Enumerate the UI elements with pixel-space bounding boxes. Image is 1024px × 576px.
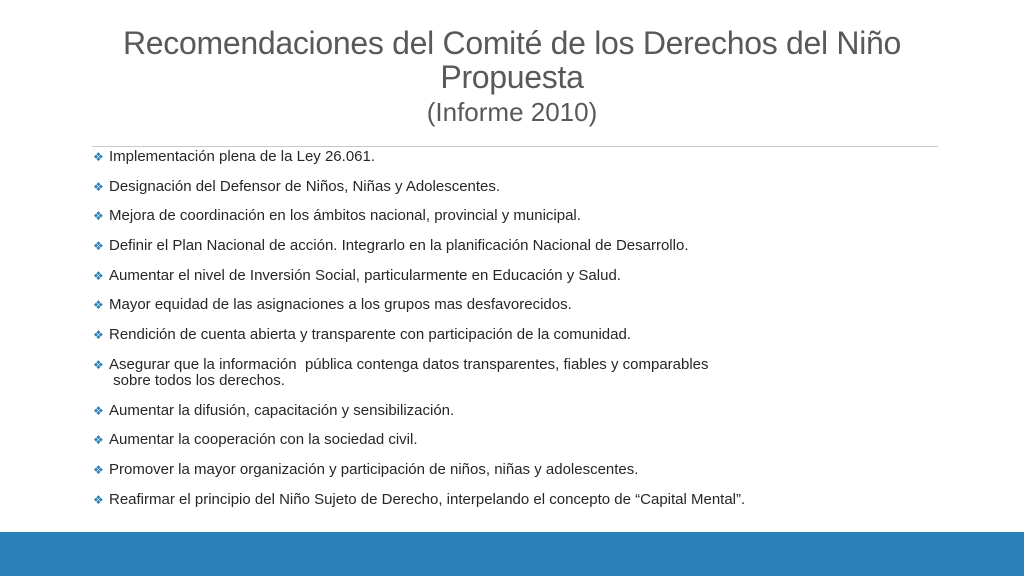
title-line-2: Propuesta (440, 59, 584, 95)
list-item-text: Definir el Plan Nacional de acción. Integrarlo en la planificación Nacional de Desarrollo. (109, 237, 689, 255)
list-item-text: Aumentar la difusión, capacitación y sensibilización. (109, 401, 455, 419)
list-item-text: Mejora de coordinación en los ámbitos nacional, provincial y municipal. (109, 207, 581, 225)
diamond-bullet-icon: ❖ (93, 403, 104, 418)
diamond-bullet-icon: ❖ (93, 179, 104, 194)
diamond-bullet-icon: ❖ (93, 462, 104, 477)
diamond-bullet-icon: ❖ (93, 298, 104, 313)
list-item-text: Aumentar el nivel de Inversión Social, particularmente en Educación y Salud. (109, 266, 621, 284)
list-item-text: Designación del Defensor de Niños, Niñas y Adolescentes. (109, 177, 501, 195)
list-item-text: Rendición de cuenta abierta y transparente con participación de la comunidad. (109, 326, 631, 344)
diamond-bullet-icon: ❖ (93, 433, 104, 448)
list-item (93, 179, 953, 195)
list-item-text: Promover la mayor organización y participación de niños, niñas y adolescentes. (109, 460, 639, 478)
footer-bar (0, 532, 1024, 576)
diamond-bullet-icon: ❖ (93, 328, 104, 343)
diamond-bullet-icon: ❖ (93, 209, 104, 224)
list-item-text: Reafirmar el principio del Niño Sujeto de Derecho, interpelando el concepto de “Capital Mental”. (109, 490, 746, 508)
list-item (93, 268, 953, 284)
list-item-text: Mayor equidad de las asignaciones a los grupos mas desfavorecidos. (109, 296, 572, 314)
list-item-text: Implementación plena de la Ley 26.061. (109, 148, 376, 165)
diamond-bullet-icon: ❖ (93, 268, 104, 283)
list-item (93, 208, 953, 224)
recommendations-list (93, 149, 953, 521)
list-item (93, 297, 953, 313)
list-item (93, 432, 953, 448)
slide-title (80, 26, 944, 128)
list-item (93, 357, 953, 389)
diamond-bullet-icon: ❖ (93, 492, 104, 507)
list-item-text: Aumentar la cooperación con la sociedad civil. (109, 431, 418, 449)
list-item (93, 327, 953, 343)
list-item (93, 149, 953, 165)
title-subtitle: (Informe 2010) (426, 97, 598, 127)
diamond-bullet-icon: ❖ (93, 150, 104, 164)
list-item (93, 492, 953, 508)
diamond-bullet-icon: ❖ (93, 239, 104, 254)
diamond-bullet-icon: ❖ (93, 357, 104, 372)
list-item (93, 462, 953, 478)
list-item (93, 403, 953, 419)
title-line-1: Recomendaciones del Comité de los Derechos del Niño (122, 25, 901, 61)
title-divider (92, 146, 938, 147)
list-item-text: Asegurar que la información pública contenga datos transparentes, fiables y comparables sobre todos los derechos. (109, 355, 709, 389)
list-item (93, 238, 953, 254)
